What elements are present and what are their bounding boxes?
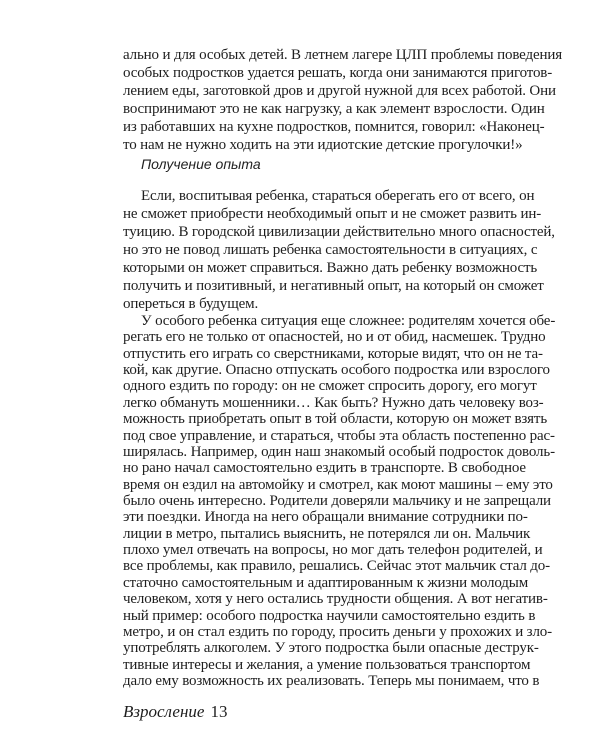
text-line: лиции в метро, пытались выяснить, не потерялся ли он. Мальчик [123,525,531,542]
text-line: метро, и он стал ездить по городу, просить деньги у прохожих и зло- [123,623,552,640]
text-line: ально и для особых детей. В летнем лагере ЦЛП проблемы поведения [123,47,562,63]
text-line: можность приобретать опыт в той области, которую он может взять [123,411,548,428]
text-line: опереться в будущем. [123,296,259,312]
text-line: которыми он может справиться. Важно дать ребенку возможность [123,260,538,276]
page-footer [123,701,227,723]
section-subheading: Получение опыта [141,156,261,172]
text-line: но это не повод лишать ребенка самостоятельности в ситуациях, с [123,242,538,258]
text-line: воспринимают это не как нагрузку, а как элемент взрослости. Один [123,101,545,117]
text-line: то нам не нужно ходить на эти идиотские детские прогулочки!» [123,137,523,153]
text-line: тивные интересы и желания, а умение пользоваться транспортом [123,656,531,673]
text-line: ный пример: особого подростка научили самостоятельно ездить в [123,607,536,624]
text-line: туицию. В городской цивилизации действительно много опасностей, [123,224,555,240]
text-line: получить и позитивный, и негативный опыт, на который он сможет [123,278,544,294]
text-line: из работавших на кухне подростков, помнится, говорил: «Наконец- [123,119,545,135]
text-line: не сможет приобрести необходимый опыт и не сможет развить ин- [123,206,542,222]
text-line: под свое управление, и стараться, чтобы эта область постепенно рас- [123,427,555,444]
text-line: человеком, хотя у него остались трудности общения. А вот негатив- [123,591,548,608]
page-number: 13 [210,702,228,721]
text-line: употреблять алкоголем. У этого подростка были опасные деструк- [123,640,539,657]
text-line: Если, воспитывая ребенка, стараться оберегать его от всего, он [141,188,535,204]
text-line: отпустить его играть со сверстниками, которые видят, что он не та- [123,345,543,362]
text-line: эти поездки. Иногда на него обращали внимание сотрудники по- [123,509,528,526]
text-line: одного ездить по городу: он не сможет спросить дорогу, его могут [123,378,537,395]
text-line: У особого ребенка ситуация еще сложнее: родителям хочется обе- [141,313,556,329]
text-line: лением еды, заготовкой дров и другой нужной для всех работой. Они [123,83,556,99]
text-line: плохо умел отвечать на вопросы, но мог дать телефон родителей, и [123,542,543,559]
text-line: время он ездил на автомойку и смотрел, как моют машины – ему это [123,476,553,493]
text-line: все проблемы, как правило, решались. Сейчас этот мальчик стал до- [123,558,550,575]
text-line: дало ему возможность их реализовать. Теперь мы понимаем, что в [123,673,540,689]
text-line: ширялась. Например, один наш знакомый особый подросток доволь- [123,443,555,460]
footer-section-title: Взросление [123,702,205,721]
text-line: но рано начал самостоятельно ездить в транспорте. В свободное [123,460,526,477]
text-line: особых подростков удается решать, когда они занимаются приготов- [123,65,553,81]
text-line: было очень интересно. Родители доверяли мальчику и не запрещали [123,493,551,509]
text-line: регать его не только от опасностей, но и от обид, насмешек. Трудно [123,329,546,346]
text-line: легко обмануть мошенники… Как быть? Нужно дать человеку воз- [123,394,544,411]
text-line: кой, как другие. Опасно отпускать особого подростка или взрослого [123,362,550,379]
text-line: статочно самостоятельным и адаптированным к жизни молодым [123,574,529,591]
